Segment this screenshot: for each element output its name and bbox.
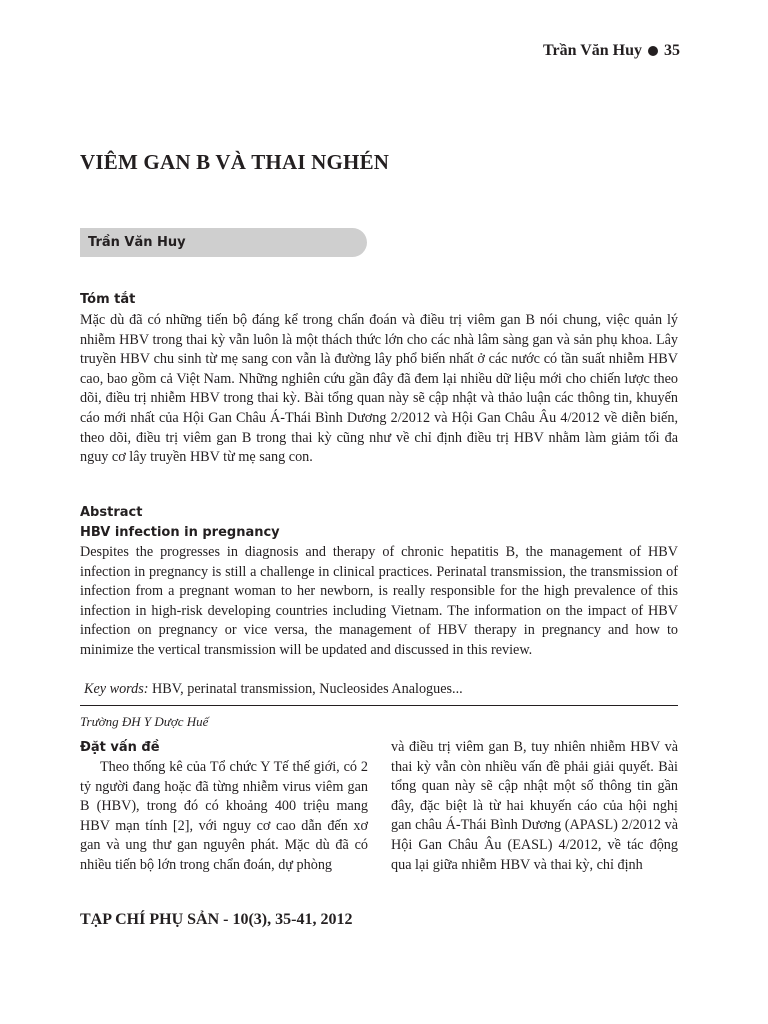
keywords-text: HBV, perinatal transmission, Nucleosides Analogues... (152, 681, 463, 697)
keywords-label: Key words: (84, 681, 149, 697)
affiliation: Trường ĐH Y Dược Huế (80, 714, 209, 729)
page-number: 35 (664, 42, 680, 59)
abstract-heading: Abstract (80, 505, 143, 520)
header-author: Trần Văn Huy (543, 42, 642, 59)
author-banner: Trần Văn Huy (80, 228, 367, 257)
tom-tat-heading: Tóm tắt (80, 292, 136, 307)
intro-heading: Đặt vấn đề (80, 740, 160, 755)
article-title: VIÊM GAN B VÀ THAI NGHÉN (80, 150, 390, 174)
tom-tat-body: Mặc dù đã có những tiến bộ đáng kể trong chẩn đoán và điều trị viêm gan B nói chung, việc quản lý nhiễm HBV trong thai kỳ vẫn luôn là một thách thức lớn cho các nhà lâm sàng gan và sản phụ khoa. Lây truyền HBV chu sinh từ mẹ sang con vẫn là đường lây phổ biến nhất ở các nước có tần suất nhiễm HBV cao, bao gồm cả Việt Nam. Những nghiên cứu gần đây đã đem lại nhiều dữ liệu mới cho chiến lược theo dõi, điều trị nhiễm HBV trong thai kỳ. Bài tổng quan này sẽ cập nhật và thảo luận các thông tin, khuyến cáo mới nhất của Hội Gan Châu Á-Thái Bình Dương 2/2012 và Hội Gan Châu Âu 4/2012 về diễn biến, theo dõi, điều trị viêm gan B trong thai kỳ cũng như về chỉ định điều trị HBV nhằm làm giảm tối đa nguy cơ lây truyền HBV từ mẹ sang con. (80, 312, 678, 466)
abstract-body: Despites the progresses in diagnosis and therapy of chronic hepatitis B, the management of HBV infection in pregnancy is still a challenge in clinical practices. Perinatal transmission, the transmission of infection from a pregnant woman to her newborn, is really responsible for the high prevalence of this infection in high-risk developing countries including Vietnam. The information on the impact of HBV infection on pregnancy or vice versa, the management of HBV therapy in pregnancy and how to minimize the vertical transmission will be updated and discussed in this review. (80, 544, 678, 658)
journal-footer: TẠP CHÍ PHỤ SẢN - 10(3), 35-41, 2012 (80, 911, 353, 928)
bullet-icon (648, 46, 658, 56)
running-header (543, 42, 680, 60)
intro-column-right: và điều trị viêm gan B, tuy nhiên nhiễm HBV và thai kỳ vẫn còn nhiều vấn đề phải giải quyết. Bài tổng quan này sẽ cập nhật một số thông tin gần đây, đặc biệt là từ hai khuyến cáo của hội nghị gan châu Á-Thái Bình Dương (APASL) 2/2012 và Hội Gan Châu Âu (EASL) 4/2012, về tác động qua lại giữa nhiễm HBV và thai kỳ, chỉ định (391, 739, 678, 873)
abstract-subheading: HBV infection in pregnancy (80, 525, 280, 540)
divider (80, 705, 678, 706)
keywords-line (84, 681, 463, 698)
intro-column-left: Theo thống kê của Tổ chức Y Tế thế giới, có 2 tỷ người đang hoặc đã từng nhiễm virus viêm gan B (HBV), trong đó có khoảng 400 triệu mang HBV mạn tính [2], với nguy cơ cao dẫn đến xơ gan và ung thư gan nguyên phát. Mặc dù đã có nhiều tiến bộ lớn trong chẩn đoán, dự phòng (80, 759, 368, 873)
